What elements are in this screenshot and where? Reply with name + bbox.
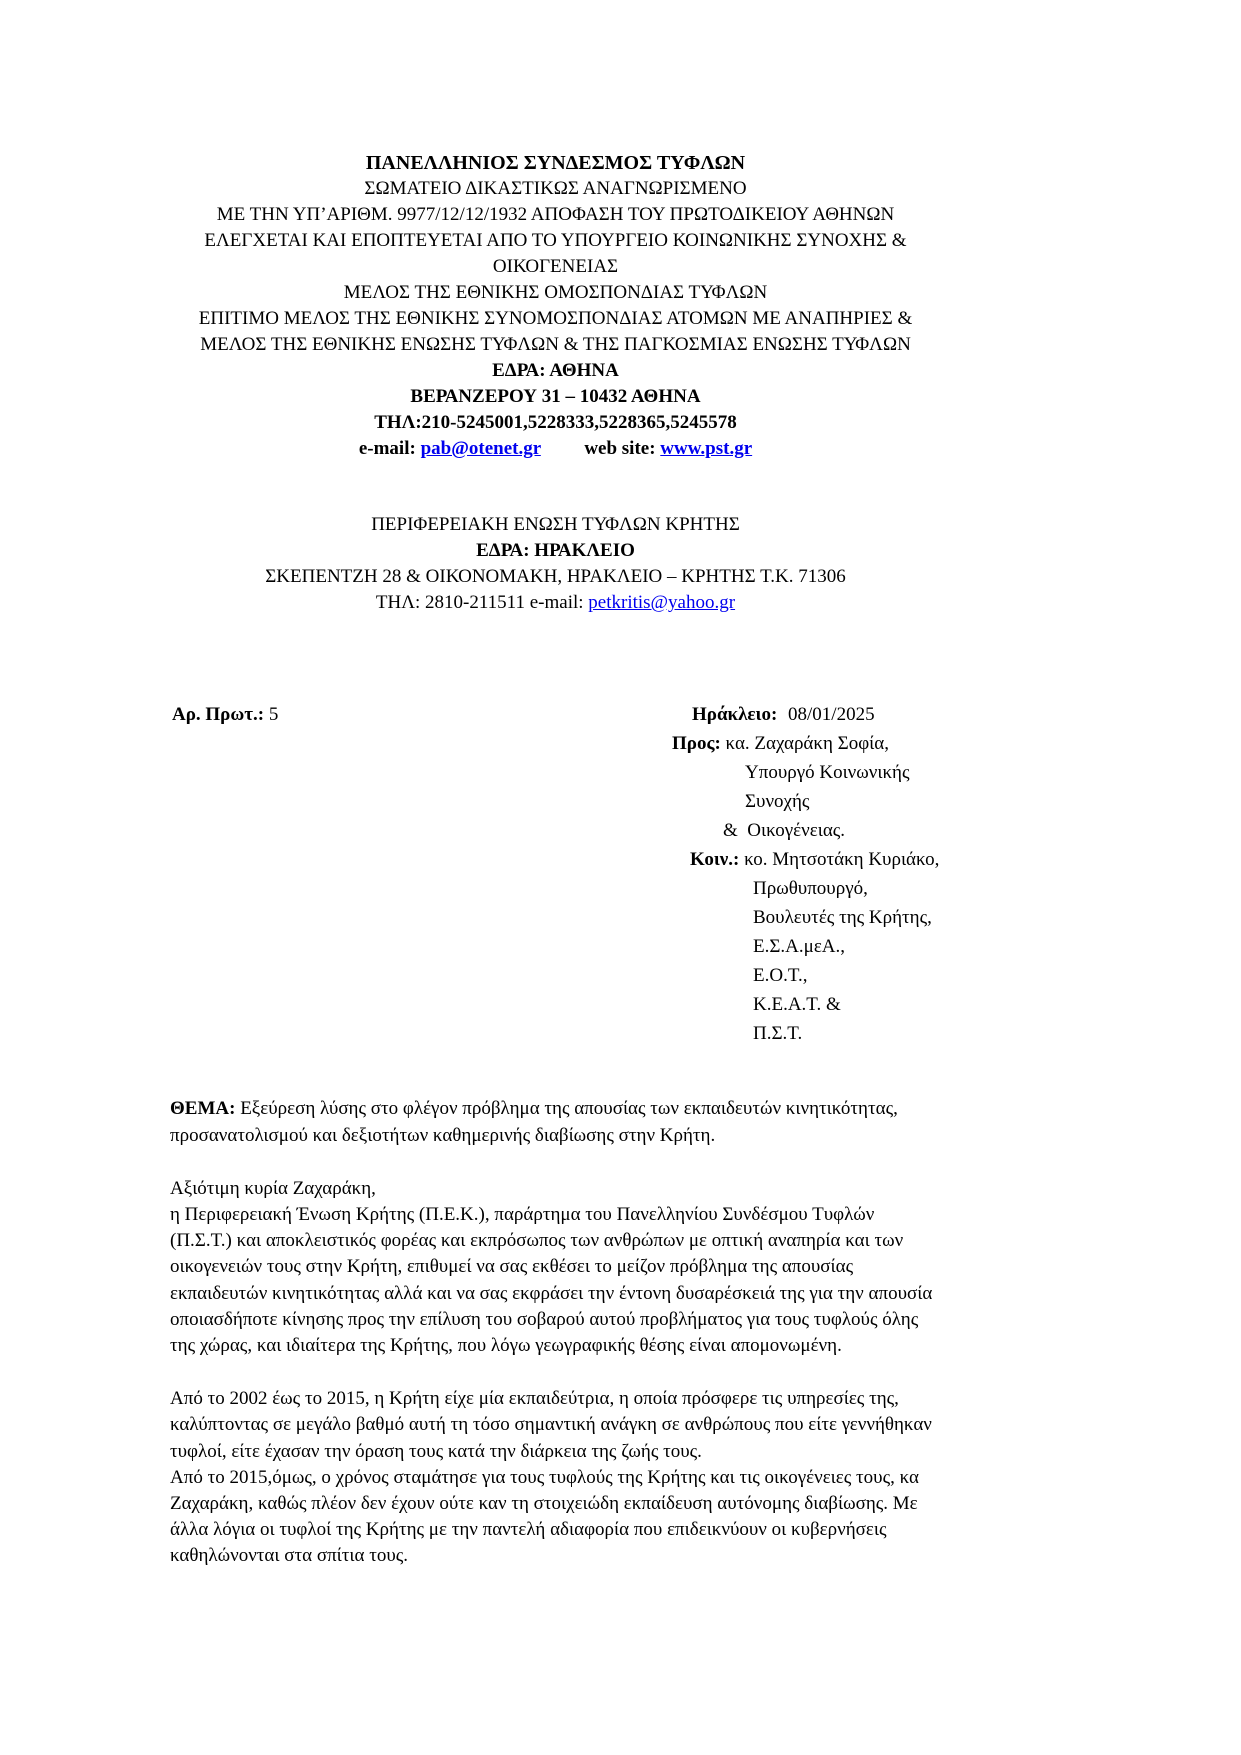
cc-line-5: Ε.Ο.Τ., — [753, 965, 808, 986]
protocol-label: Αρ. Πρωτ.: — [172, 704, 265, 725]
cc-line-6: Κ.Ε.Α.Τ. & — [753, 994, 841, 1015]
branch-seat: ΕΔΡΑ: ΗΡΑΚΛΕΙΟ — [476, 540, 635, 561]
cc-line-1 — [672, 845, 941, 874]
org-header-line-decision: ΜΕ ΤΗΝ ΥΠ’ΑΡΙΘΜ. 9977/12/12/1932 ΑΠΟΦΑΣΗ ΤΟΥ ΠΡΩΤΟΔΙΚΕΙΟΥ ΑΘΗΝΩΝ — [216, 204, 895, 225]
body-paragraph-2a: Από το 2002 έως το 2015, η Κρήτη είχε μία εκπαιδεύτρια, η οποία πρόσφερε τις υπηρεσίες της, καλύπτοντας σε μεγάλο βαθμό αυτή τη τόσο σημαντική ανάγκη σε ανθρώπους που είτε γεννήθηκαν τυφλοί, είτε έχασαν την όραση τους κατά την διάρκεια της ζωής τους. — [170, 1388, 932, 1462]
org-phones: ΤΗΛ:210-5245001,5228333,5228365,5245578 — [374, 412, 737, 433]
branch-phone-email-label: ΤΗΛ: 2810-211511 e-mail: — [375, 592, 584, 613]
org-header-line-supervision-1: ΕΛΕΓΧΕΤΑΙ ΚΑΙ ΕΠΟΠΤΕΥΕΤΑΙ ΑΠΟ ΤΟ ΥΠΟΥΡΓΕΙΟ ΚΟΙΝΩΝΙΚΗΣ ΣΥΝΟΧΗΣ & — [204, 230, 907, 251]
branch-contact-line — [170, 590, 941, 616]
org-website-link[interactable]: www.pst.gr — [660, 438, 753, 459]
org-header — [170, 150, 941, 462]
cc-line-4: Ε.Σ.Α.μεΑ., — [753, 936, 846, 957]
place-label: Ηράκλειο: — [692, 704, 778, 725]
letter-meta — [170, 700, 941, 1048]
letter-body — [170, 1175, 941, 1570]
org-header-line-member-unions: ΜΕΛΟΣ ΤΗΣ ΕΘΝΙΚΗΣ ΕΝΩΣΗΣ ΤΥΦΛΩΝ & ΤΗΣ ΠΑΓΚΟΣΜΙΑΣ ΕΝΩΣΗΣ ΤΥΦΛΩΝ — [200, 334, 911, 355]
org-email-link[interactable]: pab@otenet.gr — [420, 438, 541, 459]
branch-title: ΠΕΡΙΦΕΡΕΙΑΚΗ ΕΝΩΣΗ ΤΥΦΛΩΝ ΚΡΗΤΗΣ — [371, 514, 740, 535]
cc-recipient-name: κο. Μητσοτάκη Κυριάκο, — [744, 849, 940, 870]
cc-label: Κοιν.: — [690, 849, 740, 870]
branch-email-link[interactable]: petkritis@yahoo.gr — [588, 592, 736, 613]
org-header-line-member-federation: ΜΕΛΟΣ ΤΗΣ ΕΘΝΙΚΗΣ ΟΜΟΣΠΟΝΔΙΑΣ ΤΥΦΛΩΝ — [343, 282, 768, 303]
branch-street-address: ΣΚΕΠΕΝΤΖΗ 28 & ΟΙΚΟΝΟΜΑΚΗ, ΗΡΑΚΛΕΙΟ – ΚΡΗΤΗΣ Τ.Κ. 71306 — [265, 566, 846, 587]
to-recipient-name: κα. Ζαχαράκη Σοφία, — [725, 733, 889, 754]
org-seat: ΕΔΡΑ: ΑΘΗΝΑ — [492, 360, 619, 381]
org-title: ΠΑΝΕΛΛΗΝΙΟΣ ΣΥΝΔΕΣΜΟΣ ΤΥΦΛΩΝ — [365, 152, 746, 174]
org-header-line-honorary-member: ΕΠΙΤΙΜΟ ΜΕΛΟΣ ΤΗΣ ΕΘΝΙΚΗΣ ΣΥΝΟΜΟΣΠΟΝΔΙΑΣ ΑΤΟΜΩΝ ΜΕ ΑΝΑΠΗΡΙΕΣ & — [198, 308, 913, 329]
org-email-label: e-mail: — [358, 438, 416, 459]
org-website-label: web site: — [584, 438, 656, 459]
to-line-1 — [672, 729, 941, 758]
to-line-3: & Οικογένειας. — [723, 820, 846, 841]
subject-label: ΘΕΜΑ: — [170, 1098, 236, 1119]
org-contact-line — [170, 436, 941, 462]
to-label: Προς: — [672, 733, 721, 754]
place-date-line — [672, 700, 941, 729]
body-paragraph-2b: Από το 2015,όμως, ο χρόνος σταμάτησε για τους τυφλούς της Κρήτης και τις οικογένειες τους, κα Ζαχαράκη, καθώς πλέον δεν έχουν ούτε καν τη στοιχειώδη εκπαίδευση αυτόνομης διαβίωσης. Με άλλα λόγια οι τυφλοί της Κρήτης με την παντελή αδιαφορία που επιδεικνύουν οι κυβερνήσεις καθηλώνονται στα σπίτια τους. — [170, 1466, 919, 1567]
cc-line-7: Π.Σ.Τ. — [753, 1023, 803, 1044]
org-header-line-supervision-2: ΟΙΚΟΓΕΝΕΙΑΣ — [492, 256, 619, 277]
recipient-column — [672, 700, 941, 1048]
to-line-2: Υπουργό Κοινωνικής Συνοχής — [745, 762, 910, 812]
salutation: Αξιότιμη κυρία Ζαχαράκη, — [170, 1178, 376, 1199]
branch-header — [170, 512, 941, 616]
protocol-number-line — [172, 700, 278, 729]
cc-line-2: Πρωθυπουργό, — [753, 878, 868, 899]
protocol-value: 5 — [268, 704, 279, 725]
subject-text: Εξεύρεση λύσης στο φλέγον πρόβλημα της απουσίας των εκπαιδευτών κινητικότητας, προσανατολισμού και δεξιοτήτων καθημερινής διαβίωσης στην Κρήτη. — [170, 1098, 898, 1146]
subject-block — [170, 1095, 941, 1149]
letter-date: 08/01/2025 — [788, 704, 875, 725]
cc-line-3: Βουλευτές της Κρήτης, — [753, 907, 932, 928]
org-header-line-registered: ΣΩΜΑΤΕΙΟ ΔΙΚΑΣΤΙΚΩΣ ΑΝΑΓΝΩΡΙΣΜΕΝΟ — [364, 178, 747, 199]
body-paragraph-1: η Περιφερειακή Ένωση Κρήτης (Π.Ε.Κ.), παράρτημα του Πανελληνίου Συνδέσμου Τυφλών (Π.Σ.Τ.) και αποκλειστικός φορέας και εκπρόσωπος των ανθρώπων με οπτική αναπηρία και των οικογενειών τους στην Κρήτη, επιθυμεί να σας εκθέσει το μείζον πρόβλημα της απουσίας εκπαιδευτών κινητικότητας αλλά και να σας εκφράσει την έντονη δυσαρέσκειά της για την απουσία οποιασδήποτε κίνησης προς την επίλυση του σοβαρού αυτού προβλήματος για τους τυφλούς όλης της χώρας, και ιδιαίτερα της Κρήτης, που λόγω γεωγραφικής θέσης είναι απομονωμένη. — [170, 1204, 933, 1357]
org-street-address: ΒΕΡΑΝΖΕΡΟΥ 31 – 10432 ΑΘΗΝΑ — [410, 386, 701, 407]
